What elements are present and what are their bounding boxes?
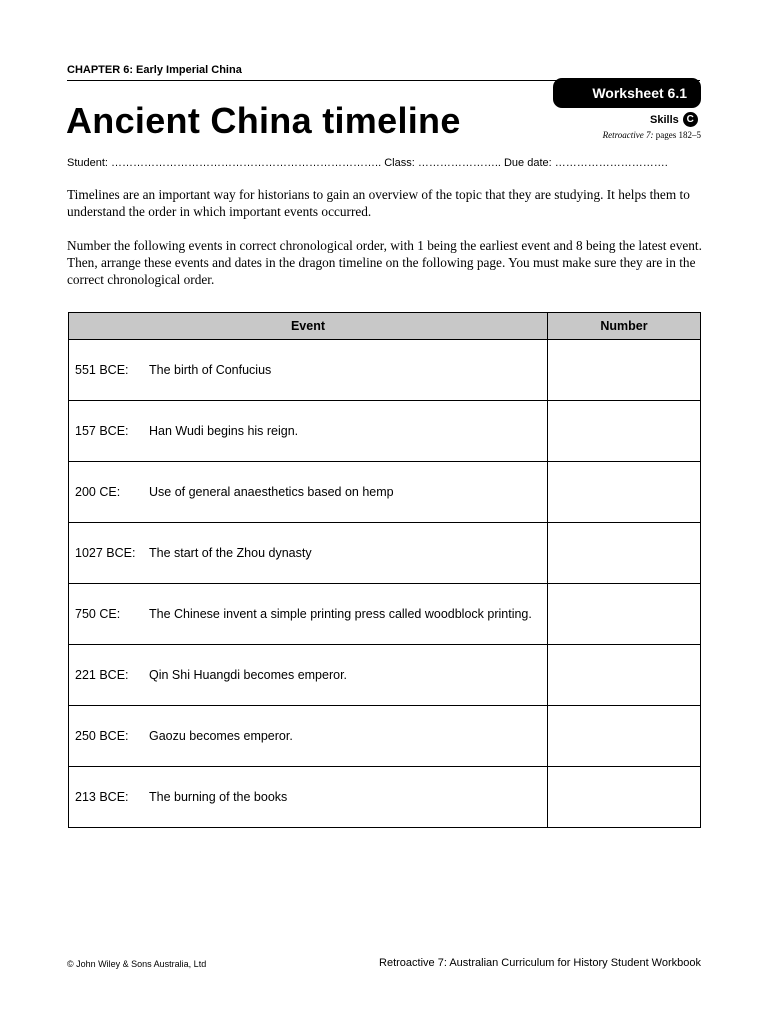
skills-text: Skills: [650, 113, 679, 126]
table-row: [69, 523, 701, 584]
events-table: [68, 312, 701, 828]
event-description: The burning of the books: [149, 789, 288, 804]
event-entry: [75, 728, 541, 745]
event-cell: [69, 706, 548, 767]
book-title-footer: Retroactive 7: Australian Curriculum for History Student Workbook: [379, 957, 701, 969]
event-date: 200 CE:: [75, 484, 121, 499]
copyright-footer: © John Wiley & Sons Australia, Ltd: [67, 959, 207, 969]
number-answer-cell[interactable]: [548, 645, 701, 706]
student-details-line[interactable]: Student: ……………………………………………………………….. Class: ………………….. Due date: ………………………….: [67, 157, 668, 169]
event-cell: [69, 645, 548, 706]
table-row: [69, 645, 701, 706]
chapter-heading: CHAPTER 6: Early Imperial China: [67, 64, 242, 76]
event-description: The birth of Confucius: [149, 362, 272, 377]
event-description: Use of general anaesthetics based on hemp: [149, 484, 394, 499]
table-row: [69, 401, 701, 462]
event-entry: [75, 484, 541, 501]
event-date: 750 CE:: [75, 606, 121, 621]
event-description: The start of the Zhou dynasty: [149, 545, 312, 560]
event-entry: [75, 789, 541, 806]
event-entry: [75, 606, 541, 623]
event-date: 1027 BCE:: [75, 545, 136, 560]
number-answer-cell[interactable]: [548, 767, 701, 828]
event-cell: [69, 462, 548, 523]
event-description: The Chinese invent a simple printing press called woodblock printing.: [149, 606, 532, 621]
event-date: 250 BCE:: [75, 728, 129, 743]
event-cell: [69, 523, 548, 584]
number-column-header: Number: [548, 313, 701, 340]
number-answer-cell[interactable]: [548, 523, 701, 584]
event-cell: [69, 401, 548, 462]
number-answer-cell[interactable]: [548, 584, 701, 645]
event-date: 221 BCE:: [75, 667, 129, 682]
table-row: [69, 767, 701, 828]
event-entry: [75, 545, 541, 562]
skills-level-badge: C: [683, 112, 698, 127]
event-entry: [75, 667, 541, 684]
table-row: [69, 340, 701, 401]
number-answer-cell[interactable]: [548, 340, 701, 401]
event-date: 213 BCE:: [75, 789, 129, 804]
reference-book: Retroactive 7:: [602, 130, 654, 140]
event-cell: [69, 340, 548, 401]
event-cell: [69, 767, 548, 828]
worksheet-badge: Worksheet 6.1: [553, 78, 701, 108]
reference-pages: pages 182–5: [655, 130, 701, 140]
event-date: 551 BCE:: [75, 362, 129, 377]
instructions-paragraph: Number the following events in correct chronological order, with 1 being the earliest event and 8 being the latest event. Then, arrange these events and dates in the dragon timeline on the following page. You must make sure they are in the correct chronological order.: [67, 238, 702, 287]
event-cell: [69, 584, 548, 645]
event-column-header: Event: [69, 313, 548, 340]
event-entry: [75, 423, 541, 440]
number-answer-cell[interactable]: [548, 462, 701, 523]
table-row: [69, 706, 701, 767]
table-header-row: [69, 313, 701, 340]
event-description: Qin Shi Huangdi becomes emperor.: [149, 667, 348, 682]
textbook-reference: [603, 130, 701, 140]
intro-paragraph: Timelines are an important way for historians to gain an overview of the topic that they are studying. It helps them to understand the order in which important events occurred.: [67, 187, 690, 219]
page-title: Ancient China timeline: [66, 100, 461, 141]
event-entry: [75, 362, 541, 379]
event-description: Gaozu becomes emperor.: [149, 728, 293, 743]
table-row: [69, 584, 701, 645]
skills-label: [650, 112, 698, 127]
number-answer-cell[interactable]: [548, 401, 701, 462]
table-row: [69, 462, 701, 523]
event-date: 157 BCE:: [75, 423, 129, 438]
event-description: Han Wudi begins his reign.: [149, 423, 299, 438]
number-answer-cell[interactable]: [548, 706, 701, 767]
